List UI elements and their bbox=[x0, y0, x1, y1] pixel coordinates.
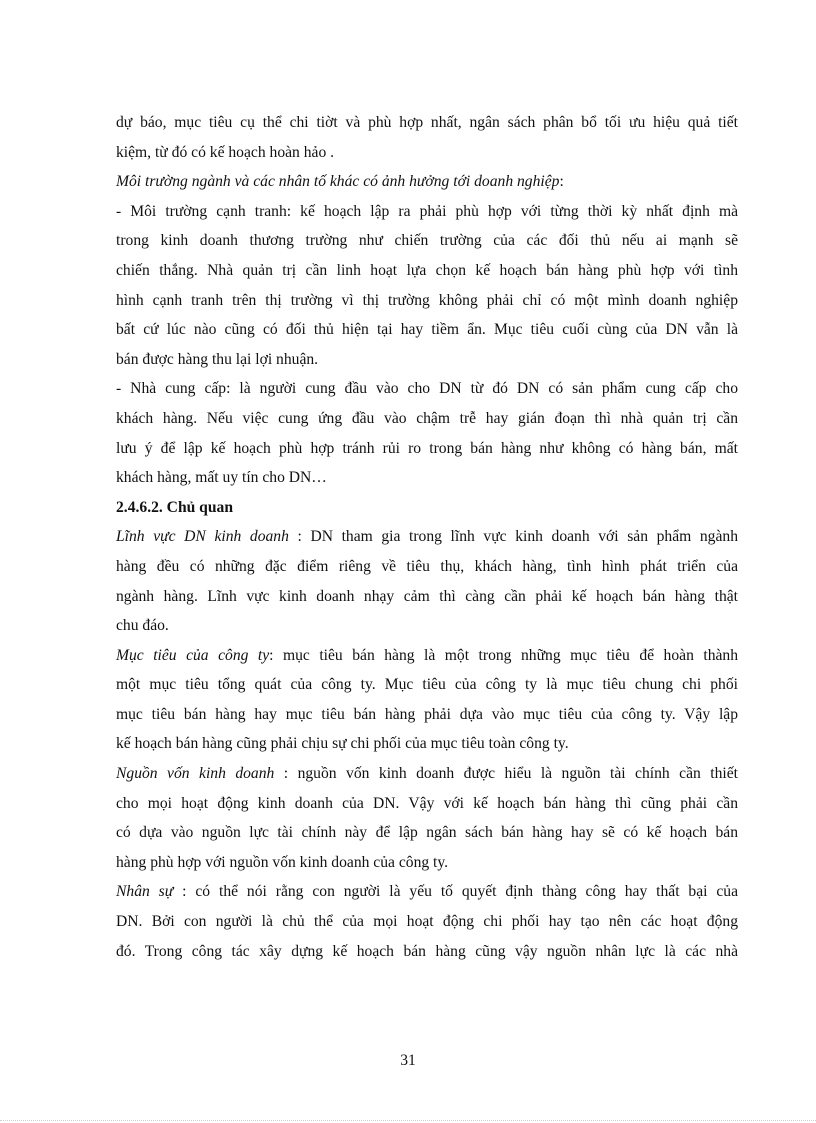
paragraph-company-goal bbox=[116, 641, 738, 759]
paragraph-capital bbox=[116, 759, 738, 877]
text-line: có dựa vào nguồn lực tài chính này để lập ngân sách bán hàng hay sẽ có kế hoạch bán bbox=[116, 824, 738, 842]
text-line: trong kinh doanh thương trường như chiến trường của các đối thủ nếu ai mạnh sẽ bbox=[116, 232, 738, 250]
text-line: khách hàng. Nếu việc cung ứng đầu vào chậm trễ hay gián đoạn thì nhà quản trị cần bbox=[116, 409, 738, 427]
text-line: kế hoạch bán hàng cũng phải chịu sự chi phối của mục tiêu toàn công ty. bbox=[116, 735, 569, 753]
paragraph-human-resources bbox=[116, 877, 738, 966]
text-line: bất cứ lúc nào cũng có đối thủ hiện tại hay tiềm ẩn. Mục tiêu cuối cùng của DN vẫn là bbox=[116, 321, 738, 339]
text-fragment: : nguồn vốn kinh doanh được hiểu là nguồn tài chính cần thiết bbox=[274, 765, 738, 783]
paragraph-business-field bbox=[116, 522, 738, 640]
text-line: bán được hàng thu lại lợi nhuận. bbox=[116, 350, 319, 368]
text-line: - Nhà cung cấp: là người cung đầu vào cho DN từ đó DN có sản phẩm cung cấp cho bbox=[116, 380, 738, 398]
text-line: kiệm, từ đó có kế hoạch hoàn hảo . bbox=[116, 143, 335, 161]
text-line: hàng phù hợp với nguồn vốn kinh doanh của công ty. bbox=[116, 853, 449, 871]
text-fragment: : mục tiêu bán hàng là một trong những mục tiêu để hoàn thành bbox=[269, 646, 739, 664]
page-number: 31 bbox=[400, 1052, 416, 1069]
text-line: hàng đều có những đặc điểm riêng về tiêu thụ, khách hàng, tình hình phát triển của bbox=[116, 557, 738, 575]
paragraph-intro bbox=[116, 108, 738, 167]
section-title: Môi trường ngành và các nhân tố khác có ảnh hưởng tới doanh nghiệp bbox=[116, 173, 560, 191]
paragraph-title: Nhân sự bbox=[116, 883, 174, 901]
section-heading: 2.4.6.2. Chủ quan bbox=[116, 498, 233, 516]
text-line: lưu ý để lập kế hoạch phù hợp tránh rủi ro trong bán hàng như không có hàng bán, mất bbox=[116, 439, 738, 457]
page-bottom-divider bbox=[0, 1120, 816, 1121]
section-environment-heading bbox=[116, 167, 738, 197]
text-line: chiến thắng. Nhà quản trị cần linh hoạt lựa chọn kế hoạch bán hàng phù hợp với tình bbox=[116, 261, 738, 279]
paragraph-title: Nguồn vốn kinh doanh bbox=[116, 765, 275, 783]
text-line: DN. Bởi con người là chủ thể của mọi hoạt động chi phối hay tạo nên các hoạt động bbox=[116, 913, 738, 931]
text-line: đó. Trong công tác xây dựng kế hoạch bán hàng cũng vậy nguồn nhân lực là các nhà bbox=[116, 942, 738, 960]
text-line: khách hàng, mất uy tín cho DN… bbox=[116, 469, 327, 487]
text-line: một mục tiêu tổng quát của công ty. Mục tiêu của công ty là mục tiêu chung chi phối bbox=[116, 676, 738, 694]
text-fragment: : DN tham gia trong lĩnh vực kinh doanh với sản phẩm ngành bbox=[288, 528, 738, 546]
text-line: ngành hàng. Lĩnh vực kinh doanh nhạy cảm thì càng cần phải kế hoạch bán hàng thật bbox=[116, 587, 738, 605]
text-line: mục tiêu bán hàng hay mục tiêu bán hàng phải dựa vào mục tiêu của công ty. Vậy lập bbox=[116, 705, 738, 723]
text-line: hình cạnh tranh trên thị trường vì thị trường không phải chỉ có một mình doanh nghiệp bbox=[116, 291, 738, 309]
text-line: cho mọi hoạt động kinh doanh của DN. Vậy với kế hoạch bán hàng thì cũng phải cần bbox=[116, 794, 738, 812]
heading-subjective bbox=[116, 493, 738, 523]
text-line: dự báo, mục tiêu cụ thể chi tiờt và phù hợp nhất, ngân sách phân bổ tối ưu hiệu quả tiết bbox=[116, 114, 738, 131]
text-line: - Môi trường cạnh tranh: kế hoạch lập ra phải phù hợp với từng thời kỳ nhất định mà bbox=[116, 202, 738, 220]
text-fragment: : có thể nói rằng con người là yếu tố quyết định thàng công hay thất bại của bbox=[173, 883, 739, 901]
text-line: chu đáo. bbox=[116, 617, 169, 635]
section-title-suffix: : bbox=[559, 173, 564, 191]
paragraph-supplier bbox=[116, 374, 738, 492]
paragraph-title: Lĩnh vực DN kinh doanh bbox=[116, 528, 289, 546]
paragraph-competition bbox=[116, 197, 738, 375]
document-page bbox=[116, 108, 738, 966]
paragraph-title: Mục tiêu của công ty bbox=[116, 646, 270, 664]
